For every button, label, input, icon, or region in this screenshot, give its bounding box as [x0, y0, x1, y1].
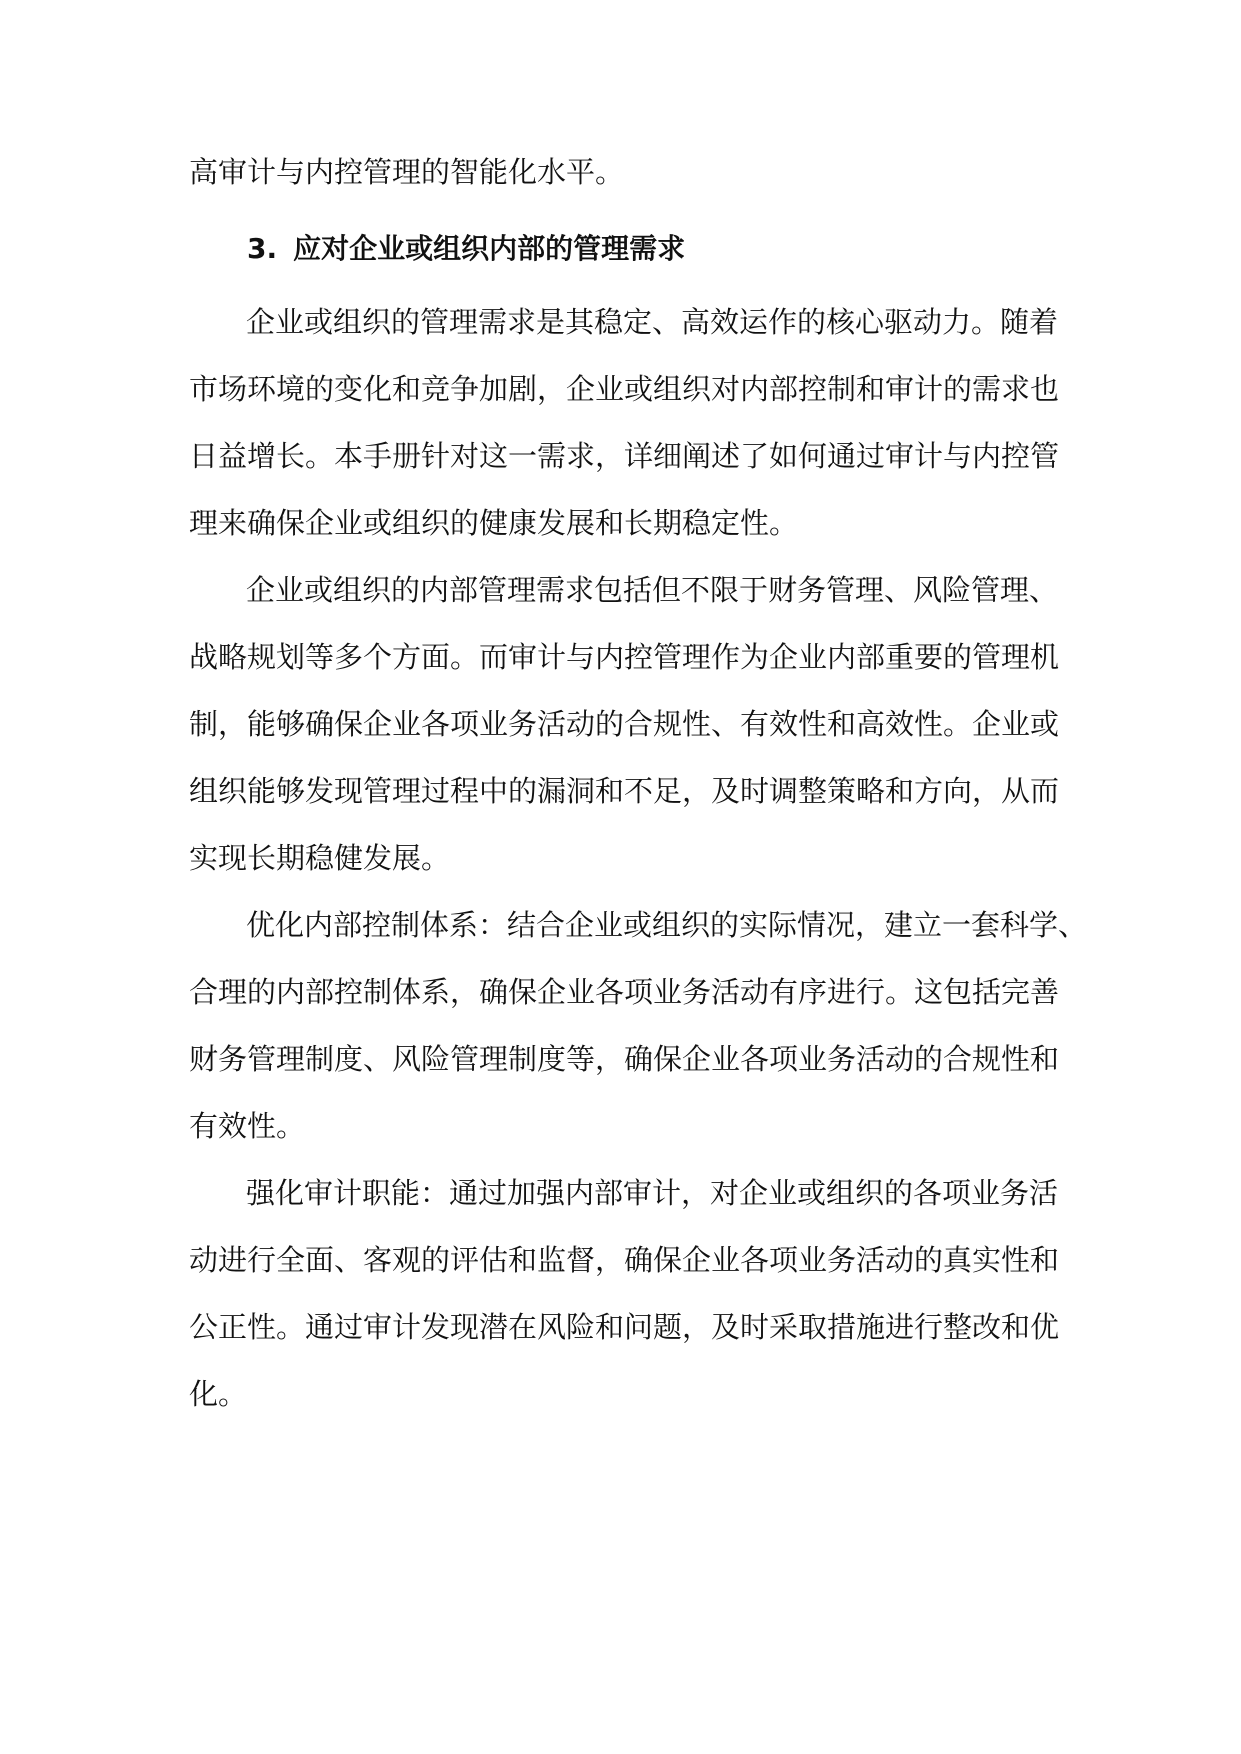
text-line: 理来确保企业或组织的健康发展和长期稳定性。 [189, 506, 799, 540]
text-line: 高审计与内控管理的智能化水平。 [189, 155, 625, 189]
text-line: 有效性。 [189, 1109, 306, 1143]
text-line: 合理的内部控制体系，确保企业各项业务活动有序进行。这包括完善 [189, 975, 1060, 1009]
text-line: 财务管理制度、风险管理制度等，确保企业各项业务活动的合规性和 [189, 1042, 1060, 1076]
text-line: 市场环境的变化和竞争加剧，企业或组织对内部控制和审计的需求也 [189, 372, 1060, 406]
section-title: 应对企业或组织内部的管理需求 [293, 232, 686, 265]
text-line: 企业或组织的管理需求是其稳定、高效运作的核心驱动力。随着 [246, 305, 1059, 339]
text-line: 企业或组织的内部管理需求包括但不限于财务管理、风险管理、 [246, 573, 1059, 607]
text-line: 优化内部控制体系：结合企业或组织的实际情况，建立一套科学、 [246, 908, 1088, 942]
section-number: 3. [247, 232, 278, 265]
text-line: 制，能够确保企业各项业务活动的合规性、有效性和高效性。企业或 [189, 707, 1060, 741]
text-line: 实现长期稳健发展。 [189, 841, 451, 875]
section-heading [247, 229, 1241, 269]
text-line: 日益增长。本手册针对这一需求，详细阐述了如何通过审计与内控管 [189, 439, 1060, 473]
text-line: 战略规划等多个方面。而审计与内控管理作为企业内部重要的管理机 [189, 640, 1060, 674]
text-line: 公正性。通过审计发现潜在风险和问题，及时采取措施进行整改和优 [189, 1310, 1060, 1344]
text-line: 动进行全面、客观的评估和监督，确保企业各项业务活动的真实性和 [189, 1243, 1060, 1277]
text-line: 强化审计职能：通过加强内部审计，对企业或组织的各项业务活 [246, 1176, 1059, 1210]
text-line: 组织能够发现管理过程中的漏洞和不足，及时调整策略和方向，从而 [189, 774, 1060, 808]
text-line: 化。 [189, 1377, 248, 1411]
